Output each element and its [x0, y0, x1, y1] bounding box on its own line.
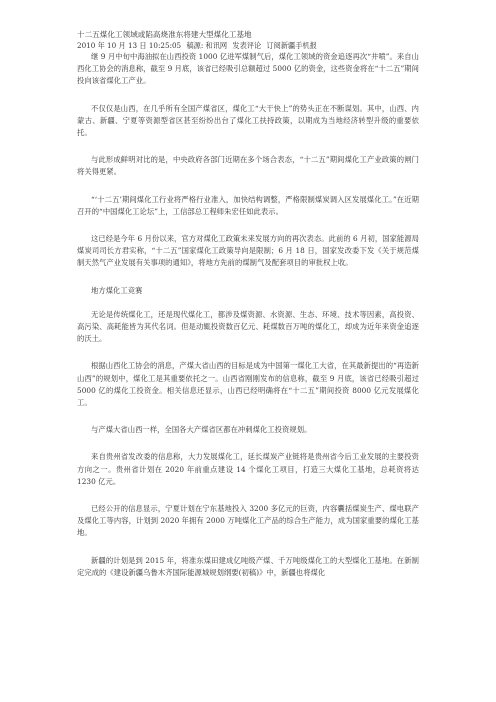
- paragraph: “‘十二五’期间煤化工行业将严格行业准入，加快结构调整，严格限制煤炭调入区发展煤化工。”在近期召开的“中国煤化工论坛”上，工信部总工程师朱宏任如此表示。: [77, 194, 419, 216]
- paragraph: 与产煤大省山西一样，全国各大产煤省区都在冲刺煤化工投资规划。: [91, 425, 312, 435]
- paragraph: 这已经是今年 6 月份以来，官方对煤化工政策未来发展方向的再次表态。此前的 6 月初，国家能源局煤炭司司长方君实称，“十二五”国家煤化工政策导向是限制；6 月 18 日，国家发改委下发《关于规范煤制天然气产业发展有关事项的通知》，将地方先前的煤制气及配套项目的审批权上收。: [77, 234, 419, 268]
- article-title: 十二五煤化工领域或陷高烧准东将建大型煤化工基地: [77, 30, 252, 39]
- article-meta: [77, 40, 419, 51]
- subscribe-link[interactable]: 订阅新疆手机报: [266, 41, 317, 50]
- paragraph: 不仅仅是山西，在几乎所有全国产煤省区，煤化工“大干快上”的势头正在不断谋划。其中，山西、内蒙古、新疆、宁夏等资源型省区甚至纷纷出台了煤化工扶持政策，以期成为当地经济转型升级的重要依托。: [77, 103, 419, 138]
- article-body: [77, 29, 419, 594]
- paragraph: 无论是传统煤化工，还是现代煤化工，都涉及煤资源、水资源、生态、环境、技术等因素，高投资、高污染、高耗能皆为其代名词。但是动辄投资数百亿元、耗煤数百万吨的煤化工，却成为近年来资金追逐的沃土。: [77, 309, 419, 344]
- article-source: 稿源: 和讯网: [186, 41, 228, 50]
- comment-link[interactable]: 发表评论: [232, 41, 262, 50]
- paragraph: 与此形成鲜明对比的是，中央政府各部门近期在多个场合表态，“十二五”期间煤化工产业政策的闸门将关得更紧。: [77, 155, 419, 177]
- paragraph: 继 9 月中旬中海油拟在山西投资 1000 亿进军煤制气后，煤化工领域的资金追逐再次“井喷”。来自山西化工协会的消息称，截至 9 月底，该省已经吸引总额超过 5000 亿的资金，这些资金将在“十二五”期间投向该省煤化工产业。: [77, 52, 419, 86]
- publish-date: 2010 年 10 月 13 日 10:25:05: [77, 41, 182, 50]
- section-heading: 地方煤化工竞赛: [91, 285, 143, 295]
- paragraph: 根据山西化工协会的消息，产煤大省山西的目标是成为中国第一煤化工大省，在其最新提出的“再造新山西”的规划中，煤化工是其重要依托之一。山西省刚刚发布的信息称，截至 9 月底，该省已经吸引超过 5000 亿的煤化工投资金。相关信息还显示，山西已经明确将在“十二五”期间投资 8000 亿元发展煤化工。: [77, 361, 419, 408]
- paragraph: 新疆的计划是到 2015 年，将准东煤田建成亿吨级产煤、千万吨级煤化工的大型煤化工基地。在新制定完成的《建设新疆乌鲁木齐国际能源城规划纲要(初稿)》中，新疆也将煤化: [77, 555, 419, 577]
- paragraph: 已经公开的信息显示，宁夏计划在宁东基地投入 3200 多亿元的巨资，内容囊括煤炭生产、煤电联产及煤化工等内容，计划到 2020 年拥有 2000 万吨煤化工产品的综合生产能力，成为国家重要的煤化工基地。: [77, 504, 419, 538]
- paragraph: 来自贵州省发改委的信息称，大力发展煤化工，延长煤炭产业链将是贵州省今后工业发展的主要投资方向之一。贵州省计划在 2020 年前重点建设 14 个煤化工项目，打造三大煤化工基地，总耗资将达 1230 亿元。: [77, 452, 419, 486]
